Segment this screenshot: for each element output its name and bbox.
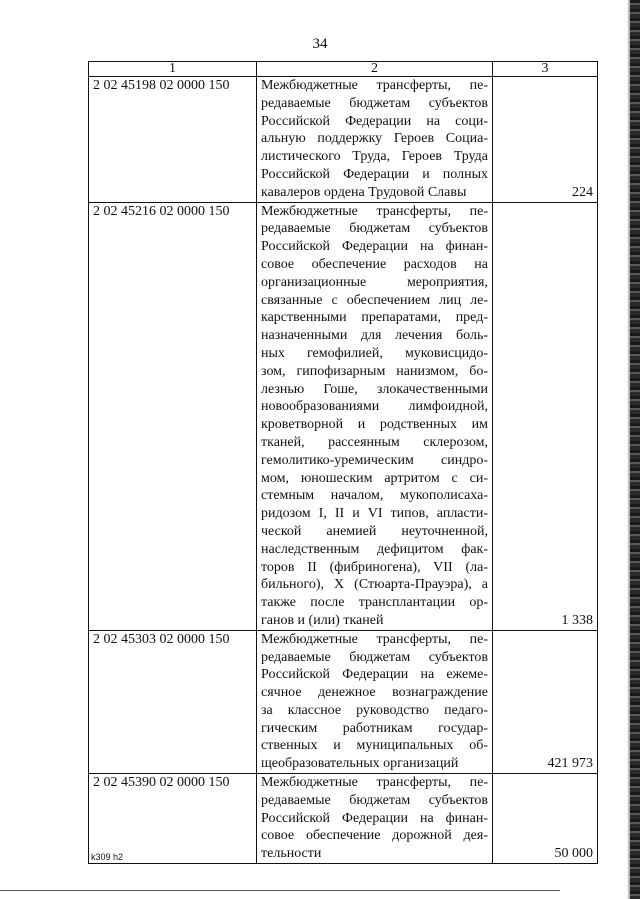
description-line: карственными препаратами, пред- — [261, 310, 488, 326]
description-line: ственных и муниципальных об- — [261, 738, 488, 754]
description-line: кавалеров ордена Трудовой Славы — [261, 184, 467, 200]
description-line: лезнью Гоше, злокачественными — [261, 381, 488, 397]
description-line: редаваемые бюджетам субъектов — [261, 649, 488, 665]
description-line: торов II (фибриногена), VII (ла- — [261, 559, 488, 575]
scan-edge — [630, 0, 640, 899]
description-line: ных гемофилией, муковисцидо- — [261, 345, 488, 361]
budget-code: 2 02 45390 02 0000 150 — [89, 774, 257, 864]
table-row — [89, 774, 598, 864]
budget-code: 2 02 45216 02 0000 150 — [89, 202, 257, 630]
description-line: гическим работникам государ- — [261, 720, 488, 736]
description-line: листического Труда, Героев Труда — [261, 149, 488, 165]
description-line: редаваемые бюджетам субъектов — [261, 221, 488, 237]
description-line: ческой анемией неуточненной, — [261, 523, 488, 539]
description-line: связанные с обеспечением лиц ле- — [261, 292, 488, 308]
description-line: Межбюджетные трансферты, пе- — [261, 203, 488, 219]
bottom-rule — [0, 890, 560, 891]
description-line: также после трансплантации ор- — [261, 595, 488, 611]
budget-code: 2 02 45198 02 0000 150 — [89, 77, 257, 203]
table-row — [89, 202, 598, 630]
table-row — [89, 630, 598, 773]
table-row — [89, 77, 598, 203]
description-line: новообразованиями лимфоидной, — [261, 399, 488, 415]
description-line: ганов и (или) тканей — [261, 612, 384, 628]
amount: 50 000 — [493, 774, 598, 864]
description-line: тельности — [261, 846, 322, 862]
description-line: совое обеспечение дорожной дея- — [261, 828, 488, 844]
description-line: Межбюджетные трансферты, пе- — [261, 78, 488, 93]
budget-code: 2 02 45303 02 0000 150 — [89, 630, 257, 773]
description-line: редаваемые бюджетам субъектов — [261, 95, 488, 111]
amount: 421 973 — [493, 630, 598, 773]
description-line: мом, юношеским артритом с си- — [261, 470, 488, 486]
transfer-description — [257, 202, 493, 630]
column-number-3: 3 — [493, 62, 598, 77]
description-line: за классное руководство педаго- — [261, 702, 488, 718]
description-line: Российской Федерации на финан- — [261, 810, 488, 826]
description-line: сячное денежное вознаграждение — [261, 685, 488, 701]
description-line: совое обеспечение расходов на — [261, 256, 488, 272]
description-line: бильного), X (Стюарта-Прауэра), а — [261, 577, 488, 593]
description-line: зом, гипофизарным нанизмом, бо- — [261, 363, 488, 379]
description-line: наследственным дефицитом фак- — [261, 541, 488, 557]
description-line: Российской Федерации и полных — [261, 166, 488, 182]
transfer-description — [257, 774, 493, 864]
footer-code: k309 h2 — [91, 852, 124, 862]
description-line: Российской Федерации на финан- — [261, 239, 488, 255]
budget-table — [88, 61, 598, 864]
description-line: назначенными для лечения боль- — [261, 328, 488, 344]
description-line: Российской Федерации на соци- — [261, 113, 488, 129]
description-line: гемолитико-уремическим синдро- — [261, 452, 488, 468]
description-line: альную поддержку Героев Социа- — [261, 131, 488, 147]
column-number-row — [89, 62, 598, 77]
description-line: Российской Федерации на ежеме- — [261, 667, 488, 683]
description-line: организационные мероприятия, — [261, 274, 488, 290]
description-line: стемным началом, мукополисаха- — [261, 488, 488, 504]
description-line: Межбюджетные трансферты, пе- — [261, 631, 488, 647]
description-line: щеобразовательных организаций — [261, 756, 459, 772]
transfer-description — [257, 630, 493, 773]
description-line: тканей, рассеянным склерозом, — [261, 434, 488, 450]
amount: 224 — [493, 77, 598, 203]
description-line: редаваемые бюджетам субъектов — [261, 792, 488, 808]
transfer-description — [257, 77, 493, 203]
page-number: 34 — [312, 36, 328, 52]
column-number-1: 1 — [89, 62, 257, 77]
amount: 1 338 — [493, 202, 598, 630]
description-line: Межбюджетные трансферты, пе- — [261, 775, 488, 791]
column-number-2: 2 — [257, 62, 493, 77]
description-line: ридозом I, II и VI типов, апласти- — [261, 506, 488, 522]
description-line: кроветворной и родственных им — [261, 417, 488, 433]
